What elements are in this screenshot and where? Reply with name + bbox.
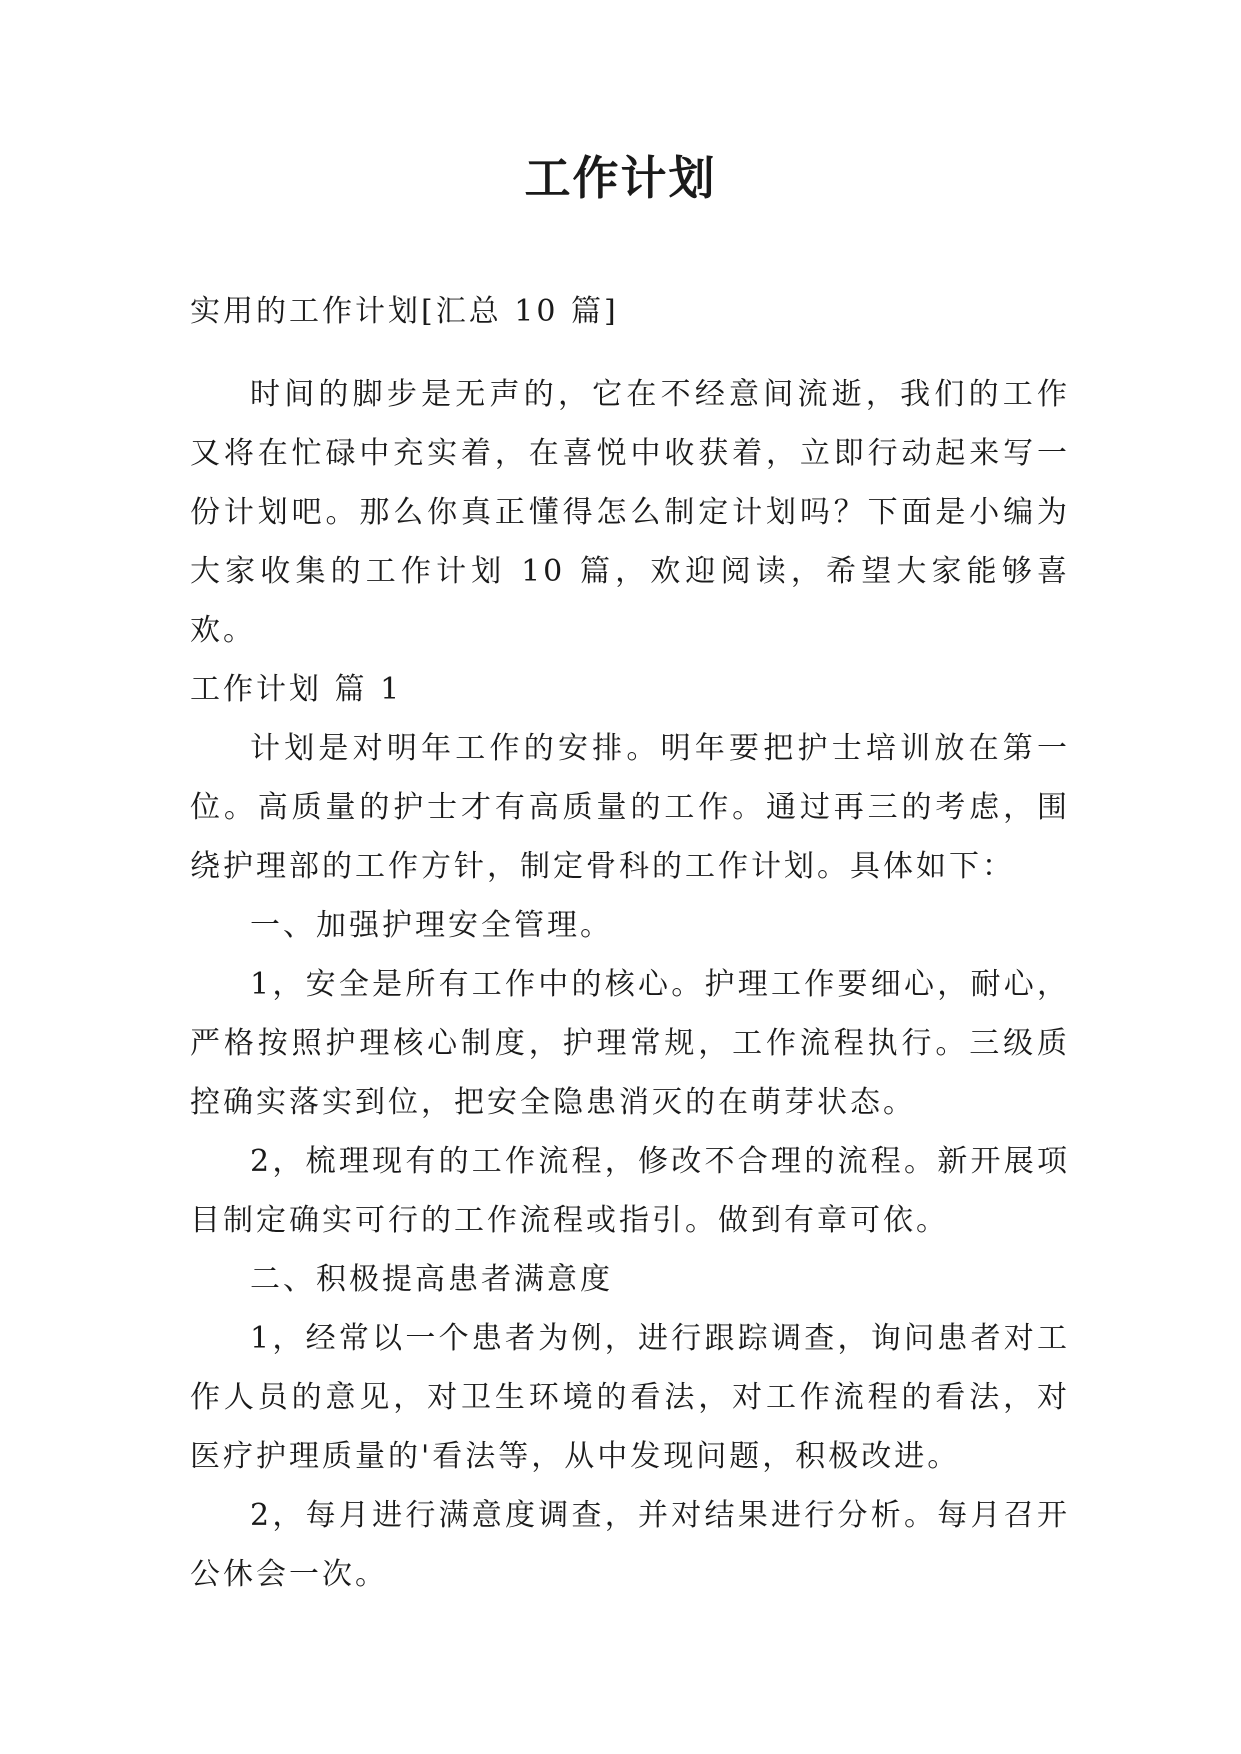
paragraph: 一、加强护理安全管理。 <box>250 908 613 943</box>
document-body <box>190 282 1070 1604</box>
spacer <box>190 341 1070 365</box>
section-heading: 工作计划 篇 1 <box>190 672 403 707</box>
paragraph: 2，每月进行满意度调查，并对结果进行分析。每月召开公休会一次。 <box>190 1498 1070 1592</box>
paragraph: 二、积极提高患者满意度 <box>250 1262 613 1297</box>
paragraph: 1，经常以一个患者为例，进行跟踪调查，询问患者对工作人员的意见，对卫生环境的看法，对工作流程的看法，对医疗护理质量的'看法等，从中发现问题，积极改进。 <box>190 1321 1070 1474</box>
document-subtitle: 实用的工作计划[汇总 10 篇] <box>190 294 619 329</box>
document-title: 工作计划 <box>524 151 717 205</box>
paragraph: 1，安全是所有工作中的核心。护理工作要细心，耐心，严格按照护理核心制度，护理常规，工作流程执行。三级质控确实落实到位，把安全隐患消灭的在萌芽状态。 <box>190 967 1070 1120</box>
intro-paragraph: 时间的脚步是无声的，它在不经意间流逝，我们的工作又将在忙碌中充实着，在喜悦中收获着，立即行动起来写一份计划吧。那么你真正懂得怎么制定计划吗？下面是小编为大家收集的工作计划 10 篇，欢迎阅读，希望大家能够喜欢。 <box>190 377 1070 648</box>
paragraph: 2，梳理现有的工作流程，修改不合理的流程。新开展项目制定确实可行的工作流程或指引。做到有章可依。 <box>190 1144 1070 1238</box>
paragraph: 计划是对明年工作的安排。明年要把护士培训放在第一位。高质量的护士才有高质量的工作。通过再三的考虑，围绕护理部的工作方针，制定骨科的工作计划。具体如下： <box>190 731 1070 884</box>
